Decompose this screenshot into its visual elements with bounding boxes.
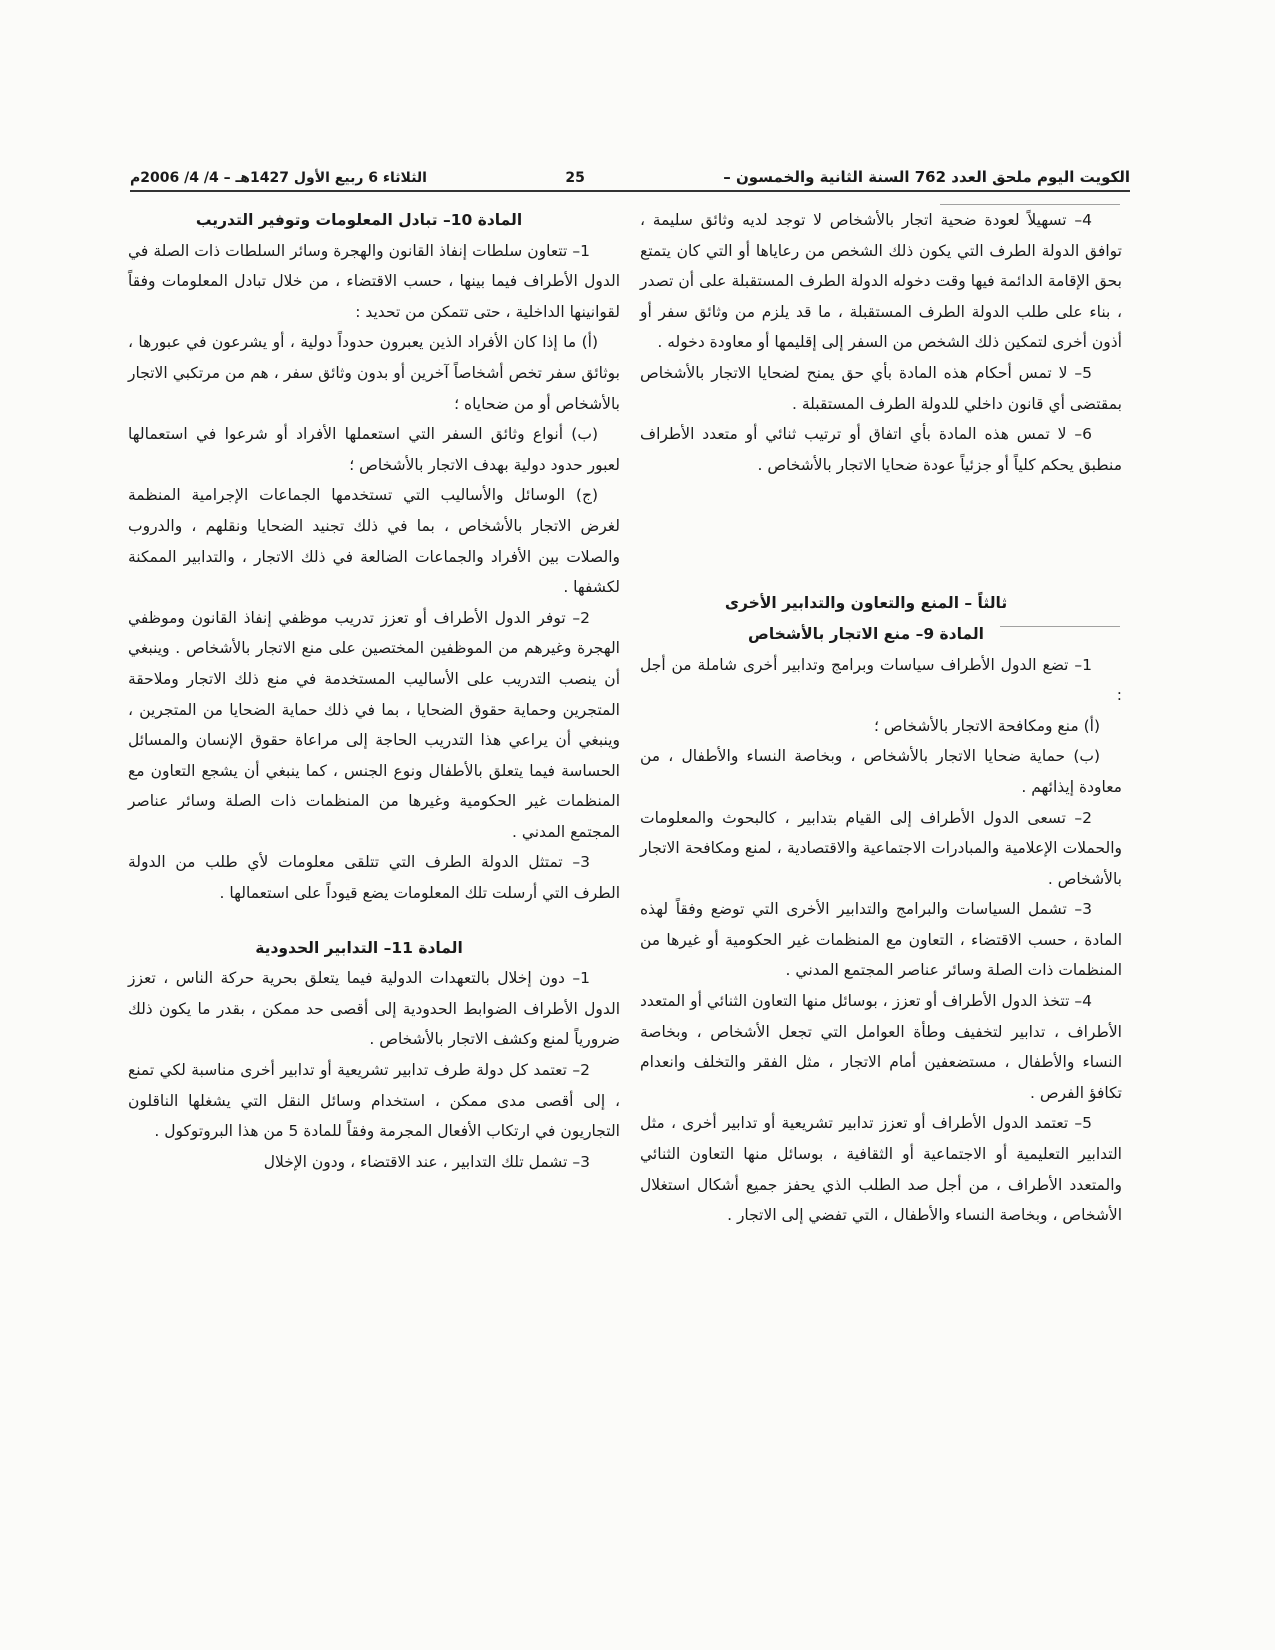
article-title: المادة 9– منع الاتجار بالأشخاص: [748, 624, 984, 643]
list-item: (أ) منع ومكافحة الاتجار بالأشخاص ؛: [874, 716, 1100, 735]
left-column: [128, 205, 620, 1177]
right-column: [640, 205, 1122, 1231]
list-item: (ب) أنواع وثائق السفر التي استعملها الأفراد أو شرعوا في استعمالها لعبور حدود دولية بهدف الاتجار بالأشخاص ؛: [128, 425, 620, 474]
section-title: ثالثاً – المنع والتعاون والتدابير الأخرى: [724, 594, 1008, 613]
issue-date: الثلاثاء 6 ربيع الأول 1427هـ – 4/ 4/ 2006م: [130, 170, 427, 186]
list-item: (ب) حماية ضحايا الاتجار بالأشخاص ، وبخاصة النساء والأطفال ، من معاودة إيذائهم .: [640, 747, 1122, 796]
paragraph: 3– تشمل السياسات والبرامج والتدابير الأخرى التي توضع وفقاً لهذه المادة ، حسب الاقتضاء ، التعاون مع المنظمات غير الحكومية أو غيرها من المنظمات ذات الصلة وسائر عناصر المجتمع المدني .: [640, 900, 1122, 980]
paragraph: 3– تشمل تلك التدابير ، عند الاقتضاء ، ودون الإخلال: [263, 1152, 590, 1171]
paragraph: 2– توفر الدول الأطراف أو تعزز تدريب موظفي إنفاذ القانون وموظفي الهجرة وغيرهم من الموظفين المختصين على منع الاتجار بالأشخاص . وينبغي أن ينصب التدريب على الأساليب المستخدمة في منع ذلك الاتجار وملاحقة المتجرين وحماية حقوق الضحايا ، بما في ذلك حماية الضحايا من المتجرين ، وينبغي أن يراعي هذا التدريب الحاجة إلى مراعاة حقوق الإنسان والمسائل الحساسة فيما يتعلق بالأطفال ونوع الجنس ، كما ينبغي أن يشجع التعاون مع المنظمات غير الحكومية وغيرها من المنظمات ذات الصلة وسائر عناصر المجتمع المدني .: [128, 608, 620, 841]
list-item: (أ) ما إذا كان الأفراد الذين يعبرون حدوداً دولية ، أو يشرعون في عبورها ، بوثائق سفر تخص أشخاصاً آخرين أو بدون وثائق سفر ، هم من مرتكبي الاتجار بالأشخاص أو من ضحاياه ؛: [128, 333, 620, 413]
paragraph: 4– تسهيلاً لعودة ضحية اتجار بالأشخاص لا توجد لديه وثائق سليمة ، توافق الدولة الطرف التي يكون ذلك الشخص من رعاياها أو التي كان يتمتع بحق الإقامة الدائمة فيها وقت دخوله الدولة الطرف المستقبلة على أن تصدر ، بناء على طلب الدولة الطرف المستقبلة ، ما قد يلزم من وثائق سفر أو أذون أخرى لتمكين ذلك الشخص من السفر إلى إقليمها أو معاودة دخوله .: [640, 211, 1122, 352]
article-title: المادة 10– تبادل المعلومات وتوفير التدريب: [195, 211, 523, 229]
paragraph: 6– لا تمس هذه المادة بأي اتفاق أو ترتيب ثنائي أو متعدد الأطراف منطبق يحكم كلياً أو جزئياً عودة ضحايا الاتجار بالأشخاص .: [640, 425, 1122, 474]
paragraph: 5– لا تمس أحكام هذه المادة بأي حق يمنح لضحايا الاتجار بالأشخاص بمقتضى أي قانون داخلي للدولة الطرف المستقبلة .: [640, 363, 1122, 413]
paragraph: 1– دون إخلال بالتعهدات الدولية فيما يتعلق بحرية حركة الناس ، تعزز الدول الأطراف الضوابط الحدودية إلى أقصى حد ممكن ، بقدر ما يكون ذلك ضرورياً لمنع وكشف الاتجار بالأشخاص .: [128, 969, 620, 1049]
page-header: [130, 150, 1130, 192]
paragraph: 1– تضع الدول الأطراف سياسات وبرامج وتدابير أخرى شاملة من أجل :: [640, 655, 1122, 705]
paragraph: 2– تسعى الدول الأطراف إلى القيام بتدابير ، كالبحوث والمعلومات والحملات الإعلامية والمبادرات الاجتماعية والاقتصادية ، لمنع ومكافحة الاتجار بالأشخاص .: [640, 808, 1122, 888]
paragraph: 2– تعتمد كل دولة طرف تدابير تشريعية أو تدابير أخرى مناسبة لكي تمنع ، إلى أقصى مدى ممكن ، استخدام وسائل النقل التي يشغلها الناقلون التجاريون في ارتكاب الأفعال المجرمة وفقاً للمادة 5 من هذا البروتوكول .: [128, 1061, 620, 1141]
publication-title: الكويت اليوم ملحق العدد 762 السنة الثانية والخمسون –: [723, 168, 1130, 186]
paragraph: 3– تمتثل الدولة الطرف التي تتلقى معلومات لأي طلب من الدولة الطرف التي أرسلت تلك المعلومات يضع قيوداً على استعمالها .: [128, 853, 620, 903]
paragraph: 1– تتعاون سلطات إنفاذ القانون والهجرة وسائر السلطات ذات الصلة في الدول الأطراف فيما بينها ، حسب الاقتضاء ، من خلال تبادل المعلومات وفقاً لقوانينها الداخلية ، حتى تتمكن من تحديد :: [128, 241, 620, 321]
article-title: المادة 11– التدابير الحدودية: [255, 938, 463, 957]
paragraph: 4– تتخذ الدول الأطراف أو تعزز ، بوسائل منها التعاون الثنائي أو المتعدد الأطراف ، تدابير لتخفيف وطأة العوامل التي تجعل الأشخاص ، وبخاصة النساء والأطفال ، مستضعفين أمام الاتجار ، مثل الفقر والتخلف وانعدام تكافؤ الفرص .: [640, 992, 1122, 1102]
page-number: 25: [565, 170, 585, 186]
paragraph: 5– تعتمد الدول الأطراف أو تعزز تدابير تشريعية أو تدابير أخرى ، مثل التدابير التعليمية أو الاجتماعية أو الثقافية ، بوسائل منها التعاون الثنائي والمتعدد الأطراف ، من أجل صد الطلب الذي يحفز جميع أشكال استغلال الأشخاص ، وبخاصة النساء والأطفال ، التي تفضي إلى الاتجار .: [640, 1114, 1122, 1225]
list-item: (ج) الوسائل والأساليب التي تستخدمها الجماعات الإجرامية المنظمة لغرض الاتجار بالأشخاص ، بما في ذلك تجنيد الضحايا ونقلهم ، والدروب والصلات بين الأفراد والجماعات الضالعة في ذلك الاتجار ، والتدابير الممكنة لكشفها .: [128, 486, 620, 597]
